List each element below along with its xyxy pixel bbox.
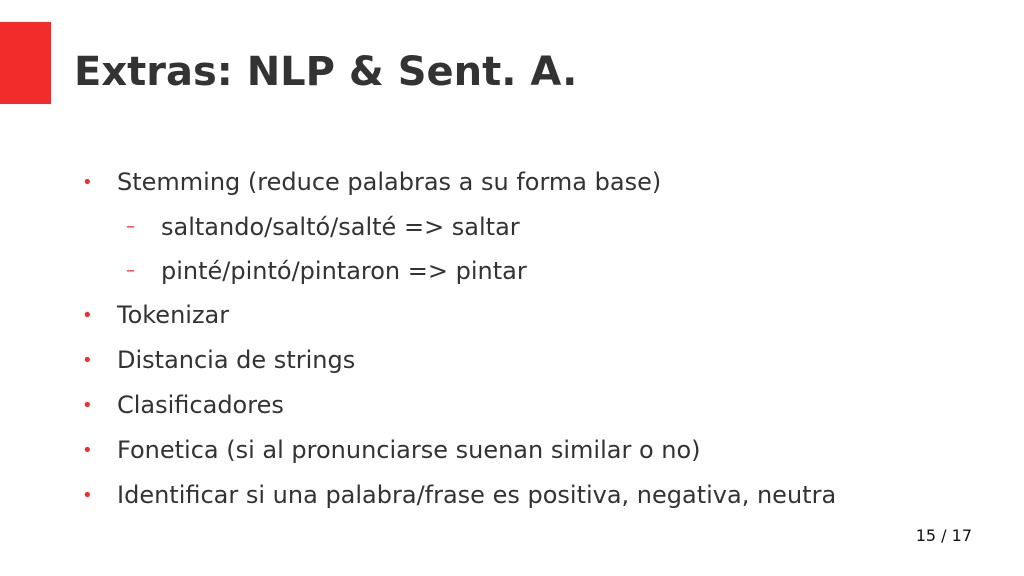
bullet-item-stemming (0, 160, 1024, 205)
bullet-item-identificar (0, 473, 1024, 518)
page-number: 15 / 17 (915, 526, 972, 545)
slide-title: Extras: NLP & Sent. A. (74, 49, 578, 95)
sub-bullet-marker: – (126, 216, 135, 237)
bullet-marker: • (82, 440, 93, 461)
bullet-item-fonetica (0, 428, 1024, 473)
bullet-text: Fonetica (si al pronunciarse suenan similar o no) (117, 436, 701, 464)
sub-bullet-marker: – (126, 260, 135, 281)
bullet-marker: • (82, 350, 93, 371)
sub-bullet-text: saltando/saltó/salté => saltar (161, 213, 520, 241)
bullet-text: Identificar si una palabra/frase es positiva, negativa, neutra (117, 481, 837, 509)
bullet-marker: • (82, 485, 93, 506)
bullet-text: Distancia de strings (117, 346, 356, 374)
bullet-item-clasificadores (0, 383, 1024, 428)
bullet-text: Stemming (reduce palabras a su forma base) (117, 168, 662, 196)
bullet-list (0, 160, 1024, 518)
bullet-marker: • (82, 305, 93, 326)
bullet-item-distancia (0, 338, 1024, 383)
bullet-marker: • (82, 172, 93, 193)
bullet-text: Tokenizar (117, 301, 230, 329)
bullet-marker: • (82, 395, 93, 416)
sub-bullet-text: pinté/pintó/pintaron => pintar (161, 257, 527, 285)
bullet-item-tokenizar (0, 293, 1024, 338)
accent-bar (0, 22, 51, 104)
bullet-text: Clasificadores (117, 391, 284, 419)
sub-bullet-item-saltar (0, 205, 1024, 249)
sub-bullet-item-pintar (0, 249, 1024, 293)
